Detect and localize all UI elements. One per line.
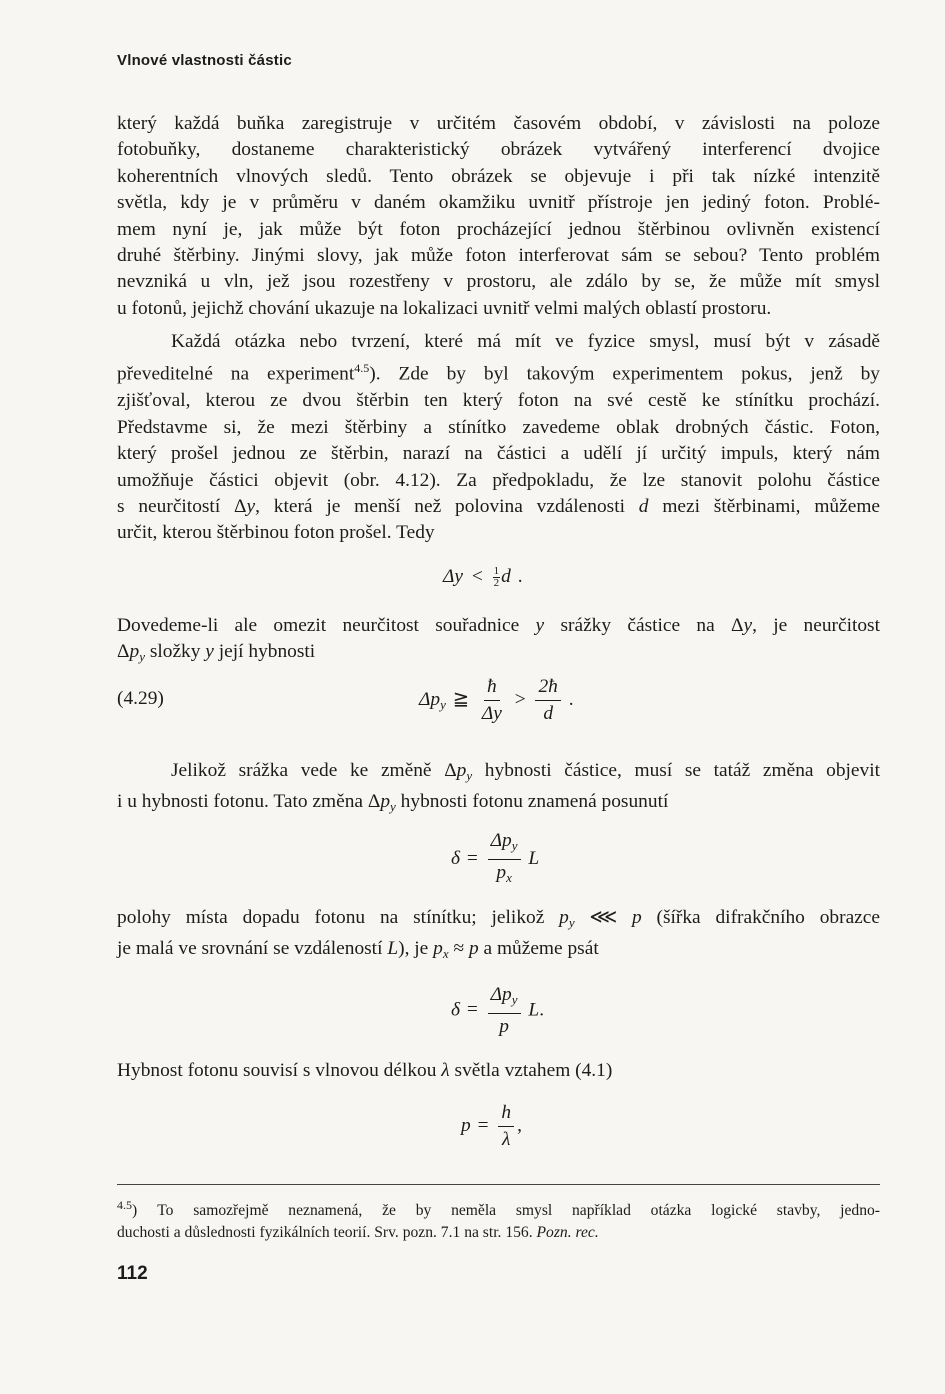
math-var: p [433,938,443,960]
equation-4-29 [419,676,574,725]
text-run: a můžeme psát [478,938,599,960]
paragraph-4 [117,758,880,821]
frac-num-text: Δp [490,830,512,851]
paragraph-5 [117,905,880,968]
math-var: L [387,938,399,960]
text-run: polohy místa dopadu fotonu na stínítku; jelikož [117,907,560,928]
frac-numerator [488,830,521,860]
eq-rhs: d [501,566,511,587]
frac-denominator [493,860,514,889]
math-var: y [246,495,256,517]
eq-lhs-sub: y [440,696,446,712]
text-run: mezi štěrbinami, můžeme [648,495,881,517]
paragraph-2 [117,329,880,547]
text-run: , je neurčitost [752,615,880,636]
text-line [117,1058,880,1084]
eq-fraction [488,984,521,1038]
equation-delta-p [451,984,544,1038]
text-run: hybnosti částice, musí se tatáž změna objevit [472,760,880,781]
eq-end: . [568,688,574,710]
text-line [117,613,880,639]
math-sub: y [139,649,145,665]
eq-lhs: Δy [443,566,463,587]
math-var: p [380,791,391,813]
text-run: duchosti a důslednosti fyzikálních teorií. Srv. pozn. 7.1 na str. 156. [117,1224,537,1242]
math-rel: ≈ [448,938,469,960]
eq-relation: < [471,566,483,587]
equation-p-h-lambda [461,1102,522,1151]
text-line: mem nyní je, jak může být foton procházející jednou štěrbinou ovlivněn existencí [117,218,880,240]
text-run: (šířka difrakčního obrazce [641,907,880,928]
eq-relation: = [477,1114,489,1136]
frac-num-sub: y [511,838,518,853]
math-sub: x [442,946,449,962]
text-run: hybnosti fotonu znamená posunutí [395,791,669,813]
math-var: p [468,938,479,960]
text-run: Hybnost fotonu souvisí s vlnovou délkou [117,1060,442,1081]
frac-num-sub: y [511,992,518,1007]
text-run: s neurčitostí Δ [117,495,247,517]
eq-fraction [488,830,521,889]
frac-numerator: 2ħ [535,676,560,701]
math-var: p [456,760,467,781]
frac-numerator: ħ [484,676,500,701]
frac-denominator [496,1014,512,1038]
eq-rhs: L [528,847,540,869]
text-line [117,758,880,789]
footnote-line [117,1222,880,1244]
text-line: fotobuňky, dostaneme charakteristický obrázek vytvářený interferencí dvojice [117,139,880,161]
math-var: λ [441,1060,450,1081]
eq-fraction [498,1102,514,1151]
eq-relation: = [466,999,478,1021]
text-line: u fotonů, jejichž chování ukazuje na lokalizaci uvnitř velmi malých oblastí prostoru. [117,297,772,319]
frac-numerator: 1 [493,565,500,578]
math-sub: y [466,768,473,783]
text-line: Každá otázka nebo tvrzení, které má mít ve fyzice smysl, musí být v zásadě [171,331,880,352]
text-line: umožňuje částici objevit (obr. 4.12). Za předpokladu, že lze stanovit polohu částice [117,469,880,491]
eq-relation: = [466,847,478,869]
text-run: ). Zde by byl takovým experimentem pokus, jenž by [369,363,881,385]
eq-end: . [539,999,545,1021]
eq-lhs: p [461,1114,471,1136]
footnote-marker-close: ) [132,1202,138,1220]
text-line: který každá buňka zaregistruje v určitém časovém období, v závislosti na poloze [117,113,880,134]
text-run: Dovedeme-li ale omezit neurčitost souřadnice [117,615,536,636]
frac-denominator: λ [502,1129,511,1150]
text-run: složky [144,641,206,663]
footnote-ref: 4.5 [354,361,370,376]
text-line [117,639,880,670]
text-line: Představme si, že mezi štěrbiny a stínítko zavedeme oblak drobných částic. Foton, [117,416,880,438]
frac-den-text: p [499,1016,509,1037]
book-page [117,0,880,1394]
math-var: p [631,907,642,928]
text-run-italic: Pozn. rec. [536,1224,599,1242]
paragraph-1 [117,111,880,322]
text-run: převeditelné na experiment [117,363,355,385]
text-line [117,905,880,936]
text-run: srážky částice na Δ [544,615,744,636]
frac-den-sub: x [506,870,512,885]
text-run: Jelikož srážka vede ke změně Δ [171,760,457,781]
text-line: druhé štěrbiny. Jinými slovy, jak může foton interferovat sám se sebou? Tento problém [117,245,880,267]
math-sub: y [390,799,396,815]
page-number: 112 [117,1263,148,1284]
math-sub: y [568,915,575,930]
math-rel: ⋘ [574,907,632,928]
eq-fraction-hbar-dy [479,676,505,725]
footnote-marker: 4.5 [117,1198,132,1212]
eq-lhs: δ [451,999,461,1021]
equation-number: (4.29) [117,688,164,709]
text-run: ), je [398,938,434,960]
running-head: Vlnové vlastnosti částic [117,52,292,69]
text-line [117,936,880,967]
text-line [117,789,880,820]
text-line [117,355,880,388]
text-run: její hybnosti [213,641,316,663]
math-var: d [638,495,649,517]
paragraph-3 [117,613,880,671]
paragraph-6 [117,1058,880,1084]
eq-fraction-2hbar-d [535,676,560,725]
frac-denominator: Δy [481,703,502,724]
text-run: i u hybnosti fotonu. Tato změna Δ [117,791,381,813]
footnote-rule [117,1184,880,1185]
frac-denominator: d [543,703,554,724]
eq-lhs: Δp [419,688,441,710]
text-line: zjišťoval, kterou ze dvou štěrbin ten který foton na své cestě ke stínítku prochází. [117,390,880,412]
math-var: y [205,641,214,663]
text-line: koherentních vlnových sledů. Tento obrázek se objevuje i při tak nízké intenzitě [117,165,880,187]
eq-rhs: L [528,999,540,1021]
math-var: y [743,615,753,636]
text-line: určit, kterou štěrbinou foton prošel. Tedy [117,522,435,544]
math-var: y [535,615,545,636]
text-line [117,494,880,520]
footnote-line [117,1194,880,1222]
text-run: To samozřejmě neznamená, že by neměla smysl například otázka logické stavby, jedno- [157,1202,880,1220]
frac-numerator: h [498,1102,514,1127]
text-run: Δ [117,641,130,663]
footnote [117,1194,880,1244]
eq-relation: > [514,688,526,710]
math-var: p [129,641,140,663]
equation-dy-half-d [443,566,523,589]
frac-denominator: 2 [493,577,500,590]
frac-den-text: p [496,862,507,883]
text-line: nevzniká u vln, jež jsou rozestřeny v prostoru, ale zdálo by se, že může mít smysl [117,271,880,293]
eq-lhs: δ [451,847,461,869]
eq-half-fraction [493,566,501,589]
frac-num-text: Δp [490,984,512,1005]
eq-relation: ≧ [452,688,469,710]
math-var: p [559,907,569,928]
eq-end: . [517,566,523,587]
text-run: , která je menší než polovina vzdálenosti [255,495,639,517]
eq-end: , [517,1114,522,1136]
equation-delta-px [451,830,539,889]
text-line: který prošel jednou ze štěrbin, narazí na částici a udělí jí určitý impuls, který nám [117,443,880,465]
text-line: světla, kdy je v průměru v daném okamžiku uvnitř přístroje jen jediný foton. Problé- [117,192,880,214]
frac-numerator [488,984,521,1014]
text-run: je malá ve srovnání se vzdáleností [117,938,388,960]
text-run: světla vztahem (4.1) [449,1060,613,1081]
